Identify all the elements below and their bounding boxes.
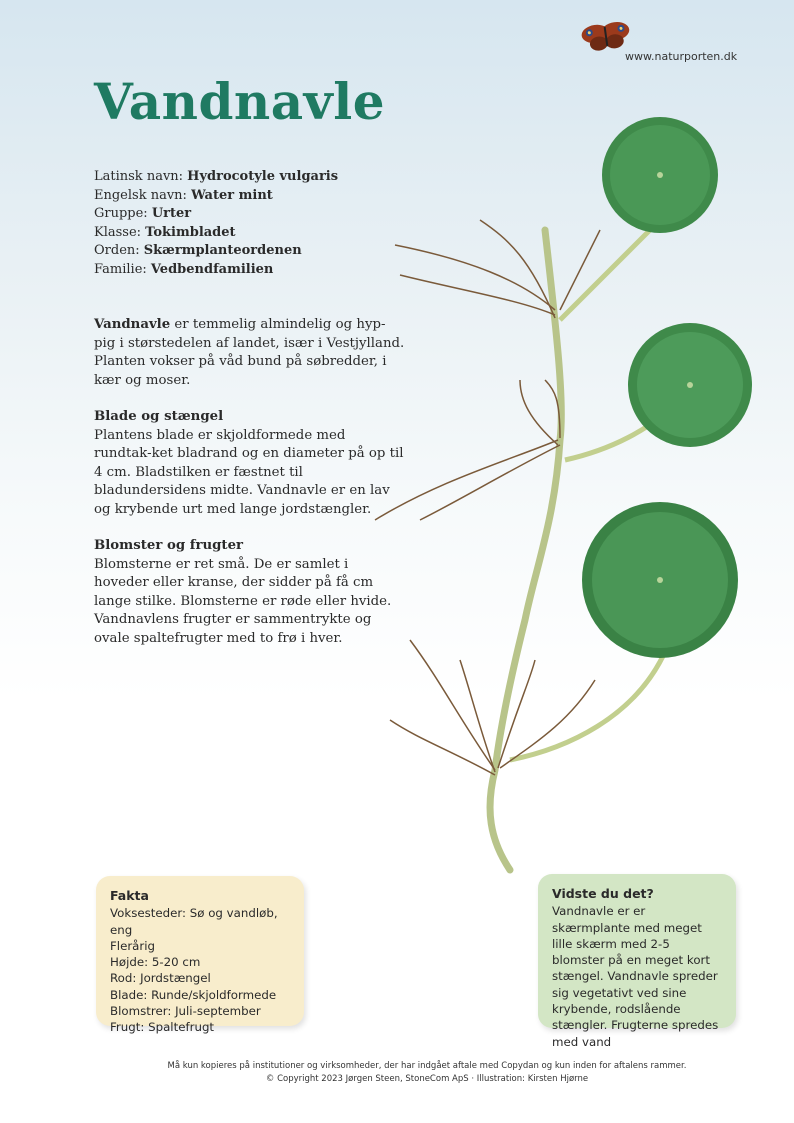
website-url[interactable]: www.naturporten.dk: [625, 50, 738, 63]
did-you-know-title: Vidste du det?: [552, 886, 654, 901]
intro-paragraph: Vandnavle er temmelig almindelig og hyp-pig i størstedelen af landet, især i Vestjylland. Planten vokser på våd bund på søbredder, i kær og moser.: [94, 317, 405, 388]
facts-box: [96, 876, 304, 1035]
leaf-bottom: [582, 502, 738, 658]
did-you-know-box: [538, 874, 736, 1049]
classification-latin: Latinsk navn: Hydrocotyle vulgaris: [94, 169, 339, 184]
classification-family: Familie: Vedbendfamilien: [94, 261, 274, 277]
facts-line: Højde: 5-20 cm: [110, 955, 201, 970]
section-heading-flowers: Blomster og frugter: [94, 538, 244, 553]
facts-line: Frugt: Spaltefrugt: [110, 1020, 215, 1035]
leaf-middle: [628, 323, 752, 447]
classification-class: Klasse: Tokimbladet: [94, 224, 236, 240]
section-text-flowers: Blomsterne er ret små. De er samlet i hoveder eller kranse, der sidder på få cm lange stilke. Blomsterne er røde eller hvide. Vandnavlens frugter er sammentrykte og ovale spaltefrugter med to frø i hver.: [94, 556, 392, 646]
copyright-credit: © Copyright 2023 Jørgen Steen, StoneCom ApS · Illustration: Kirsten Hjørne: [265, 1074, 589, 1084]
classification-group: Gruppe: Urter: [94, 206, 192, 221]
page-title: Vandnavle: [94, 72, 386, 131]
section-heading-leaves: Blade og stængel: [94, 409, 224, 424]
leaf-top: [602, 117, 718, 233]
did-you-know-text: Vandnavle er er skærmplante med meget lille skærm med 2-5 blomster på en meget kort stængel. Vandnavle spreder sig vegetativt ved sine krybende, rodslående stængler. Frugterne spredes med vand: [552, 904, 719, 1049]
copyright-footer: [0, 1060, 794, 1086]
facts-line: Blomstrer: Juli-september: [110, 1004, 261, 1019]
section-text-leaves: Plantens blade er skjoldformede med rundtak-ket bladrand og en diameter på op til 4 cm. Bladstilken er fæstnet til bladundersidens midte. Vandnavle er en lav og krybende urt med lange jordstængler.: [94, 427, 404, 517]
facts-line: Flerårig: [110, 938, 156, 953]
facts-title: Fakta: [110, 888, 149, 903]
classification-list: [94, 168, 338, 279]
plant-illustration: [360, 100, 760, 880]
copyright-notice: Må kun kopieres på institutioner og virksomheder, der har indgået aftale med Copydan og kun inden for aftalens rammer.: [167, 1061, 687, 1071]
facts-line: Voksesteder: Sø og vandløb, eng: [110, 906, 278, 937]
classification-order: Orden: Skærmplanteordenen: [94, 243, 302, 258]
facts-line: Blade: Runde/skjoldformede: [110, 987, 277, 1002]
facts-line: Rod: Jordstængel: [110, 971, 211, 986]
classification-english: Engelsk navn: Water mint: [94, 187, 273, 203]
